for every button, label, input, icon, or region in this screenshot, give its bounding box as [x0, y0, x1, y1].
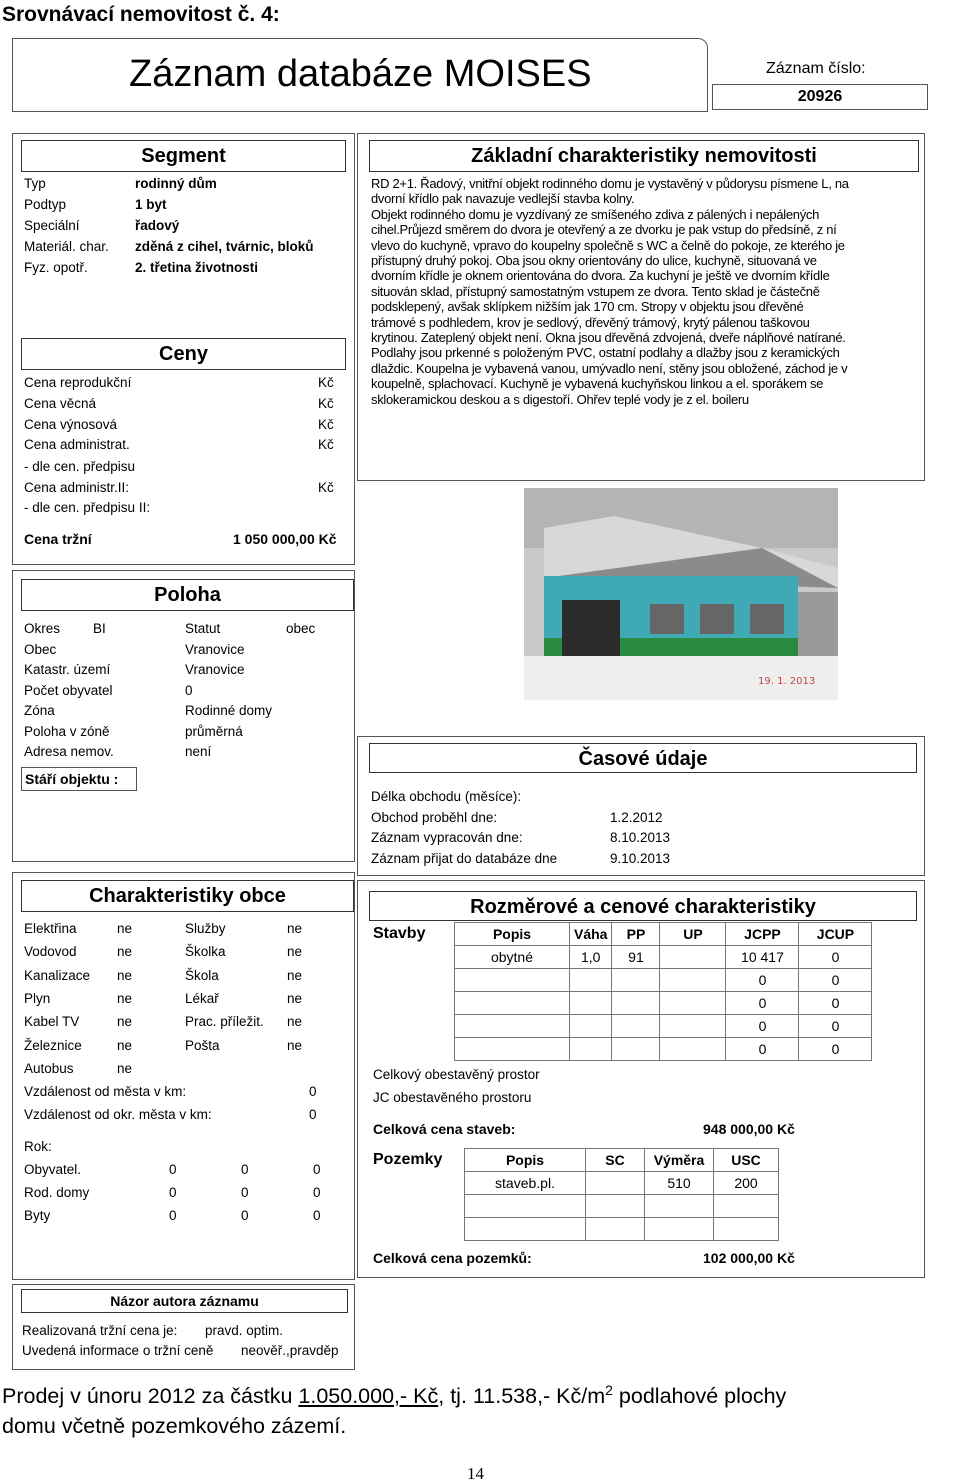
segment-label: Podtyp [24, 197, 67, 212]
service-value: ne [287, 990, 303, 1006]
utility-label: Elektřina [24, 921, 77, 936]
page-number: 14 [467, 1464, 484, 1483]
location-label: Zóna [24, 703, 55, 718]
dimensions-price-panel [357, 880, 925, 1278]
service-value: ne [287, 944, 303, 960]
location-label-2: není [185, 744, 212, 759]
table-row [455, 969, 872, 992]
total-volume-label: Celkový obestavěný prostor [373, 1067, 540, 1082]
volume-unit-price-label: JC obestavěného prostoru [373, 1090, 532, 1105]
characteristics-line: trámové s podhledem, krov je sedlový, dřevěný trámový, krytý pálenou taškovou [371, 314, 810, 330]
time-value: 9.10.2013 [610, 850, 671, 866]
table-cell [465, 1218, 586, 1241]
table-cell: 0 [799, 1038, 872, 1061]
realized-price-label: Realizovaná tržní cena je: [22, 1323, 178, 1338]
stat-value-b: 0 [241, 1162, 249, 1177]
location-label-2: průměrná [185, 723, 243, 739]
table-cell [570, 1015, 612, 1038]
location-label-2: Statut [185, 621, 221, 636]
table-cell [586, 1172, 645, 1195]
characteristics-panel [357, 133, 925, 481]
table-cell [570, 992, 612, 1015]
segment-value: 2. třetina životnosti [135, 260, 259, 275]
segment-value: řadový [135, 218, 180, 233]
location-label: Počet obyvatel [24, 682, 113, 698]
table-cell [455, 1015, 570, 1038]
table-cell: 0 [799, 969, 872, 992]
price-unit: Kč [318, 480, 334, 495]
table-row [465, 1218, 779, 1241]
stat-label: Byty [24, 1208, 51, 1223]
characteristics-line: přístupný druhý pokoj. Oba jsou okny orientovány do ulice, kuchyně, situovaná ve [371, 253, 817, 268]
table-cell [660, 1015, 726, 1038]
characteristics-line: cihel.Průjezd směrem do dvora je otevřený a ze dvorku je pak vstup do předsíně, z ní [371, 222, 837, 238]
column-header: Popis [455, 923, 570, 946]
table-cell [586, 1195, 645, 1218]
table-cell: 0 [799, 992, 872, 1015]
characteristics-title: Základní charakteristiky nemovitosti [369, 140, 919, 172]
table-cell [570, 969, 612, 992]
utility-value: ne [117, 1060, 133, 1076]
stat-value-c: 0 [313, 1162, 321, 1177]
segment-ceny-panel [12, 133, 355, 565]
service-value: ne [287, 921, 303, 936]
buildings-total-label: Celková cena staveb: [373, 1121, 516, 1137]
location-label-2: Rodinné domy [185, 703, 273, 718]
table-row [455, 946, 872, 969]
service-value: ne [287, 1014, 303, 1030]
utility-value: ne [117, 1037, 133, 1053]
utility-value: ne [117, 944, 133, 960]
unit-superscript: 2 [605, 1382, 613, 1398]
column-header: SC [586, 1149, 645, 1172]
location-title: Poloha [21, 579, 354, 611]
sale-amount: 1.050.000,- Kč [298, 1384, 439, 1409]
photo-date-stamp: 19. 1. 2013 [758, 676, 816, 687]
segment-title: Segment [21, 140, 346, 172]
utility-value: ne [117, 921, 133, 936]
table-cell [660, 1038, 726, 1061]
time-value: 1.2.2012 [610, 809, 663, 825]
utility-label: Železnice [24, 1037, 82, 1053]
location-label-2: 0 [185, 682, 193, 698]
price-label: Cena reprodukční [24, 375, 132, 390]
service-label: Prac. příležit. [185, 1014, 264, 1030]
table-cell [660, 946, 726, 969]
table-cell [465, 1195, 586, 1218]
municipality-panel [12, 872, 355, 1280]
price-label: - dle cen. předpisu [24, 459, 136, 474]
price-label: Cena věcná [24, 396, 97, 411]
characteristics-line: vlevo do kuchyně, vpravo do koupelny společně s WC a čelně do pokoje, ze kterého je [371, 237, 845, 253]
realized-price-value: pravd. optim. [205, 1323, 284, 1338]
table-cell: 1,0 [570, 946, 612, 969]
utility-label: Vodovod [24, 944, 77, 960]
column-header: JCUP [799, 923, 872, 946]
utility-value: ne [117, 1014, 133, 1030]
stat-label: Obyvatel. [24, 1162, 82, 1177]
table-row [455, 1038, 872, 1061]
segment-label: Materiál. char. [24, 239, 109, 254]
table-cell: 200 [714, 1172, 779, 1195]
market-price-value: 1 050 000,00 Kč [233, 531, 337, 547]
header-box [12, 38, 708, 112]
stat-value-a: 0 [169, 1162, 177, 1177]
price-unit: Kč [318, 396, 334, 411]
characteristics-line: Podlahy jsou prkenné s položeným PVC, ostatní podlahy a dlažby jsou z keramických [371, 345, 840, 361]
time-value: 8.10.2013 [610, 830, 671, 845]
service-label: Školka [185, 944, 226, 960]
building-age-label: Stáří objektu : [21, 767, 137, 791]
segment-label: Fyz. opotř. [24, 260, 88, 275]
municipality-title: Charakteristiky obce [21, 880, 354, 912]
price-label: Cena výnosová [24, 417, 118, 432]
buildings-table [454, 922, 872, 1061]
location-value: BI [93, 621, 106, 636]
location-label: Obec [24, 641, 57, 657]
price-unit: Kč [318, 417, 334, 432]
page-title: Srovnávací nemovitost č. 4: [2, 3, 280, 26]
location-label: Adresa nemov. [24, 744, 114, 759]
time-label: Obchod proběhl dne: [371, 809, 498, 825]
dimensions-title: Rozměrové a cenové charakteristiky [369, 891, 917, 921]
table-cell [714, 1195, 779, 1218]
characteristics-line: krytinou. Zateplený objekt není. Okna jsou dřevěná zdvojená, dveře náplňové natírané. [371, 330, 846, 345]
table-cell: 0 [799, 1015, 872, 1038]
price-unit: Kč [318, 437, 334, 452]
price-label: Cena administr.II: [24, 480, 130, 495]
sale-summary-end: podlahové plochy [612, 1384, 787, 1409]
segment-value: rodinný dům [135, 176, 217, 191]
land-total-value: 102 000,00 Kč [703, 1250, 795, 1266]
price-unit: Kč [318, 375, 334, 390]
characteristics-line: podsklepený, avšak sklípkem nižším jak 170 cm. Stropy v objektu jsou dřevěné [371, 299, 804, 315]
service-label: Škola [185, 967, 219, 983]
utility-label: Plyn [24, 990, 51, 1006]
sale-summary-text: Prodej v únoru 2012 za částku [2, 1384, 299, 1409]
table-row [465, 1195, 779, 1218]
stat-value-a: 0 [169, 1208, 177, 1223]
table-cell [645, 1195, 714, 1218]
service-value: ne [287, 967, 303, 983]
table-cell: 0 [799, 946, 872, 969]
house-photo [524, 488, 838, 700]
table-cell [455, 1038, 570, 1061]
utility-value: ne [117, 967, 133, 983]
price-label: - dle cen. předpisu II: [24, 500, 151, 515]
distance-city-label: Vzdálenost od města v km: [24, 1084, 187, 1099]
table-row [455, 992, 872, 1015]
utility-label: Kanalizace [24, 967, 91, 983]
distance-district-label: Vzdálenost od okr. města v km: [24, 1107, 212, 1122]
sale-summary-line1 [2, 1382, 786, 1409]
segment-label: Typ [24, 176, 46, 191]
table-cell [455, 969, 570, 992]
stat-value-c: 0 [313, 1185, 321, 1200]
column-header: Popis [465, 1149, 586, 1172]
column-header: JCPP [726, 923, 799, 946]
land-total-label: Celková cena pozemků: [373, 1250, 532, 1266]
segment-value: 1 byt [135, 197, 167, 212]
table-cell [570, 1038, 612, 1061]
buildings-label: Stavby [373, 925, 426, 942]
land-label: Pozemky [373, 1151, 443, 1168]
table-cell: staveb.pl. [465, 1172, 586, 1195]
characteristics-line: situován sklad, přístupný samostatným vstupem ze dvora. Tento sklad je částečně [371, 283, 820, 299]
column-header: Váha [570, 923, 612, 946]
sale-unit-price: , tj. 11.538,- Kč/m [438, 1384, 606, 1409]
location-label: Katastr. území [24, 662, 111, 677]
land-table [464, 1148, 779, 1241]
location-value-2: obec [286, 621, 316, 636]
record-label: Záznam číslo: [766, 60, 866, 77]
location-label: Okres [24, 621, 61, 636]
column-header: Výměra [645, 1149, 714, 1172]
service-value: ne [287, 1037, 303, 1053]
buildings-total-value: 948 000,00 Kč [703, 1121, 795, 1137]
column-header: UP [660, 923, 726, 946]
characteristics-line: dlaždic. Koupelna je vybavená vanou, umývadlo není, stěny jsou obložené, záchod je v [371, 360, 848, 376]
table-cell [586, 1218, 645, 1241]
characteristics-line: dvorní křídlo pak navazuje vedlejší stavba kolny. [371, 191, 635, 207]
ceny-title: Ceny [21, 338, 346, 370]
service-label: Služby [185, 921, 226, 936]
table-cell [660, 992, 726, 1015]
table-cell: 0 [726, 1015, 799, 1038]
characteristics-line: koupelně, splachovací. Kuchyně je vybavená kuchyňskou linkou a el. sporákem se [371, 376, 824, 392]
stat-value-b: 0 [241, 1185, 249, 1200]
distance-district-value: 0 [309, 1107, 317, 1122]
characteristics-line: sklokeramickou deskou a s digestoří. Ohřev teplé vody je z el. boileru [371, 391, 749, 407]
time-label: Délka obchodu (měsíce): [371, 789, 522, 804]
stat-label: Rod. domy [24, 1185, 90, 1200]
utility-label: Autobus [24, 1060, 74, 1076]
segment-label: Speciální [24, 218, 80, 233]
column-header: PP [612, 923, 660, 946]
time-data-panel [357, 736, 925, 876]
table-cell [612, 1038, 660, 1061]
location-panel [12, 570, 355, 862]
table-row [465, 1172, 779, 1195]
distance-city-value: 0 [309, 1084, 317, 1099]
table-header-row [465, 1149, 779, 1172]
segment-value: zděná z cihel, tvárnic, bloků [135, 239, 314, 254]
info-value: neověř.,pravděp [241, 1343, 339, 1358]
market-price-label: Cena tržní [24, 531, 92, 547]
record-number: 20926 [712, 84, 928, 110]
author-opinion-title: Názor autora záznamu [21, 1289, 348, 1313]
location-label: Poloha v zóně [24, 723, 110, 739]
table-cell: 0 [726, 1038, 799, 1061]
characteristics-line: RD 2+1. Řadový, vnitřní objekt rodinného domu je vystavěný v půdorysu písmene L, na [371, 176, 849, 191]
table-cell: 0 [726, 992, 799, 1015]
table-cell [612, 969, 660, 992]
characteristics-line: Objekt rodinného domu je vyzdívaný ze smíšeného zdiva z pálených i nepálených [371, 206, 820, 222]
utility-value: ne [117, 990, 133, 1006]
table-cell: 10 417 [726, 946, 799, 969]
database-title: Záznam databáze MOISES [129, 53, 592, 95]
service-label: Lékař [185, 990, 219, 1006]
time-label: Záznam přijat do databáze dne [371, 850, 558, 866]
table-cell: 0 [726, 969, 799, 992]
location-label-2: Vranovice [185, 641, 245, 657]
table-cell [455, 992, 570, 1015]
info-label: Uvedená informace o tržní ceně [22, 1343, 214, 1358]
table-cell: 510 [645, 1172, 714, 1195]
utility-label: Kabel TV [24, 1014, 80, 1030]
table-cell: 91 [612, 946, 660, 969]
table-cell [612, 992, 660, 1015]
table-row [455, 1015, 872, 1038]
time-label: Záznam vypracován dne: [371, 830, 523, 845]
price-label: Cena administrat. [24, 437, 130, 452]
table-header-row [455, 923, 872, 946]
column-header: USC [714, 1149, 779, 1172]
stat-value-b: 0 [241, 1208, 249, 1223]
author-opinion-panel [12, 1284, 355, 1370]
location-label-2: Vranovice [185, 662, 245, 677]
time-data-title: Časové údaje [369, 743, 917, 773]
table-cell [612, 1015, 660, 1038]
sale-summary-line2: domu včetně pozemkového zázemí. [2, 1414, 347, 1438]
stat-value-a: 0 [169, 1185, 177, 1200]
stat-value-c: 0 [313, 1208, 321, 1223]
service-label: Pošta [185, 1037, 220, 1053]
table-cell: obytné [455, 946, 570, 969]
year-label: Rok: [24, 1139, 52, 1154]
table-cell [714, 1218, 779, 1241]
characteristics-line: dvorním křídle je oknem orientována do dvora. Za kuchyní je ještě ve dvorním křídle [371, 268, 830, 284]
table-cell [660, 969, 726, 992]
table-cell [645, 1218, 714, 1241]
